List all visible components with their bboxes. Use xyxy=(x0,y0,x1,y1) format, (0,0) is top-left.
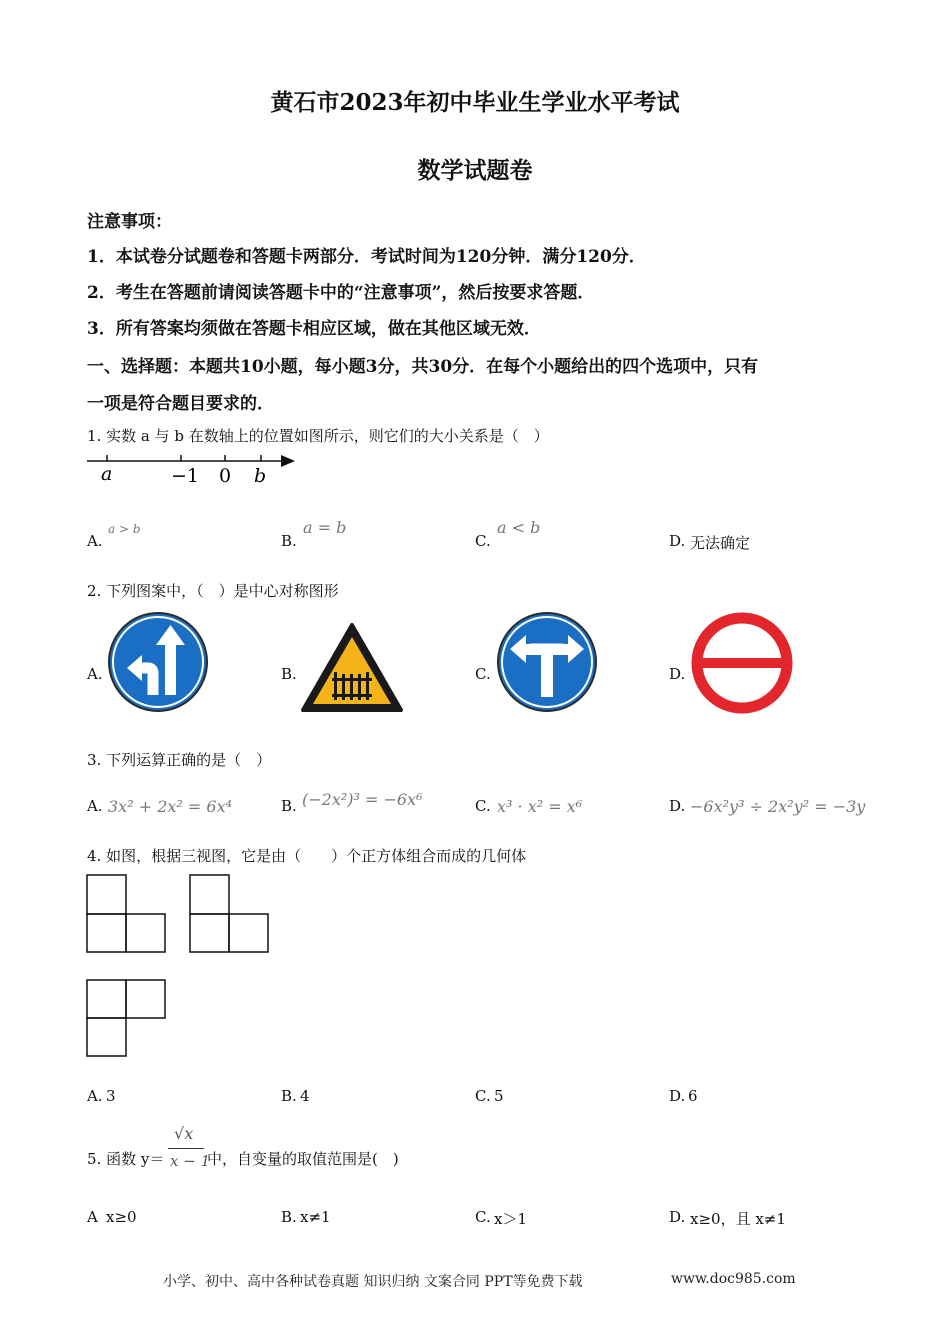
q3-option-b-letter: B. xyxy=(281,797,297,815)
section1-line2: 一项是符合题目要求的． xyxy=(87,394,274,414)
section1-line1: 一、选择题：本题共10小题，每小题3分，共30分．在每个小题给出的四个选项中，只有 xyxy=(87,357,759,377)
q2-option-d-letter: D. xyxy=(669,665,686,683)
footer-url[interactable]: www.doc985.com xyxy=(671,1271,796,1287)
q1-option-a-text: a > b xyxy=(108,522,141,536)
notice-item-1: 1．本试卷分试题卷和答题卡两部分．考试时间为120分钟．满分120分． xyxy=(87,247,646,267)
q3-option-d-letter: D. xyxy=(669,797,686,815)
notice-item-2: 2．考生在答题前请阅读答题卡中的“注意事项”，然后按要求答题． xyxy=(87,283,595,303)
notice-heading: 注意事项： xyxy=(87,212,172,232)
footer-text: 小学、初中、高中各种试卷真题 知识归纳 文案合同 PPT等免费下载 xyxy=(163,1274,583,1290)
turn-left-or-right-sign-icon xyxy=(496,611,598,713)
q3-stem: 3. 下列运算正确的是（ ） xyxy=(87,751,272,769)
q5-option-b-text: x≠1 xyxy=(300,1208,331,1226)
q4-option-b-letter: B. xyxy=(281,1087,297,1105)
q4-option-a-text: 3 xyxy=(106,1087,116,1105)
q3-option-c-text: x³ · x² = x⁶ xyxy=(497,797,583,816)
axis-label-b: b xyxy=(254,465,267,487)
q5-option-a-letter: A xyxy=(87,1208,98,1226)
q2-option-c-letter: C. xyxy=(475,665,491,683)
q5-option-d-letter: D. xyxy=(669,1208,686,1226)
q4-option-d-letter: D. xyxy=(669,1087,686,1105)
q5-stem-prefix: 5. 函数 y＝ xyxy=(87,1150,165,1168)
axis-label-a: a xyxy=(101,463,113,485)
exam-title: 黄石市2023年初中毕业生学业水平考试 xyxy=(270,89,680,116)
q2-option-b-letter: B. xyxy=(281,665,297,683)
q5-option-c-letter: C. xyxy=(475,1208,491,1226)
q4-option-a-letter: A. xyxy=(87,1087,103,1105)
q4-stem: 4. 如图，根据三视图，它是由（ ）个正方体组合而成的几何体 xyxy=(87,847,527,865)
axis-label-zero: 0 xyxy=(219,465,232,487)
three-views-figure xyxy=(86,874,272,1060)
q5-option-a-text: x≥0 xyxy=(106,1208,137,1226)
railway-crossing-warning-sign-icon xyxy=(300,622,404,714)
top-view xyxy=(87,980,165,1056)
q4-option-d-text: 6 xyxy=(688,1087,698,1105)
no-entry-sign-icon xyxy=(690,611,794,715)
q1-option-b-letter: B. xyxy=(281,532,297,550)
q1-option-d-letter: D. xyxy=(669,532,686,550)
q5-option-c-text: x＞1 xyxy=(494,1210,528,1228)
q4-option-c-letter: C. xyxy=(475,1087,491,1105)
q1-stem: 1. 实数 a 与 b 在数轴上的位置如图所示，则它们的大小关系是（ ） xyxy=(87,427,549,445)
q1-option-c-text: a < b xyxy=(497,518,541,537)
q5-option-d-text: x≥0，且 x≠1 xyxy=(690,1210,786,1228)
q4-option-b-text: 4 xyxy=(300,1087,310,1105)
q3-option-b-text: (−2x²)³ = −6x⁶ xyxy=(302,790,423,809)
side-view xyxy=(190,875,268,952)
q5-denominator: x − 1 xyxy=(170,1152,211,1170)
q5-fraction-bar xyxy=(168,1148,204,1149)
axis-label-minus-one: −1 xyxy=(171,465,200,487)
front-view xyxy=(87,875,165,952)
q3-option-d-text: −6x²y³ ÷ 2x²y² = −3y xyxy=(690,797,866,816)
q2-option-a-letter: A. xyxy=(87,665,103,683)
notice-item-3: 3．所有答案均须做在答题卡相应区域，做在其他区域无效． xyxy=(87,319,541,339)
q5-numerator: √x xyxy=(174,1124,194,1143)
q2-stem: 2. 下列图案中，（ ）是中心对称图形 xyxy=(87,582,339,600)
q3-option-a-letter: A. xyxy=(87,797,103,815)
q5-stem-suffix: 中，自变量的取值范围是( ) xyxy=(207,1150,399,1168)
q1-option-b-text: a = b xyxy=(303,518,347,537)
go-straight-or-left-sign-icon xyxy=(107,611,209,713)
exam-subtitle: 数学试题卷 xyxy=(417,157,533,184)
number-line-arrow xyxy=(281,455,295,467)
number-line-figure xyxy=(85,448,300,488)
q5-option-b-letter: B. xyxy=(281,1208,297,1226)
q1-option-c-letter: C. xyxy=(475,532,491,550)
q1-option-d-text: 无法确定 xyxy=(690,534,751,552)
q3-option-c-letter: C. xyxy=(475,797,491,815)
q4-option-c-text: 5 xyxy=(494,1087,504,1105)
q3-option-a-text: 3x² + 2x² = 6x⁴ xyxy=(108,797,233,816)
q1-option-a-letter: A. xyxy=(87,532,103,550)
